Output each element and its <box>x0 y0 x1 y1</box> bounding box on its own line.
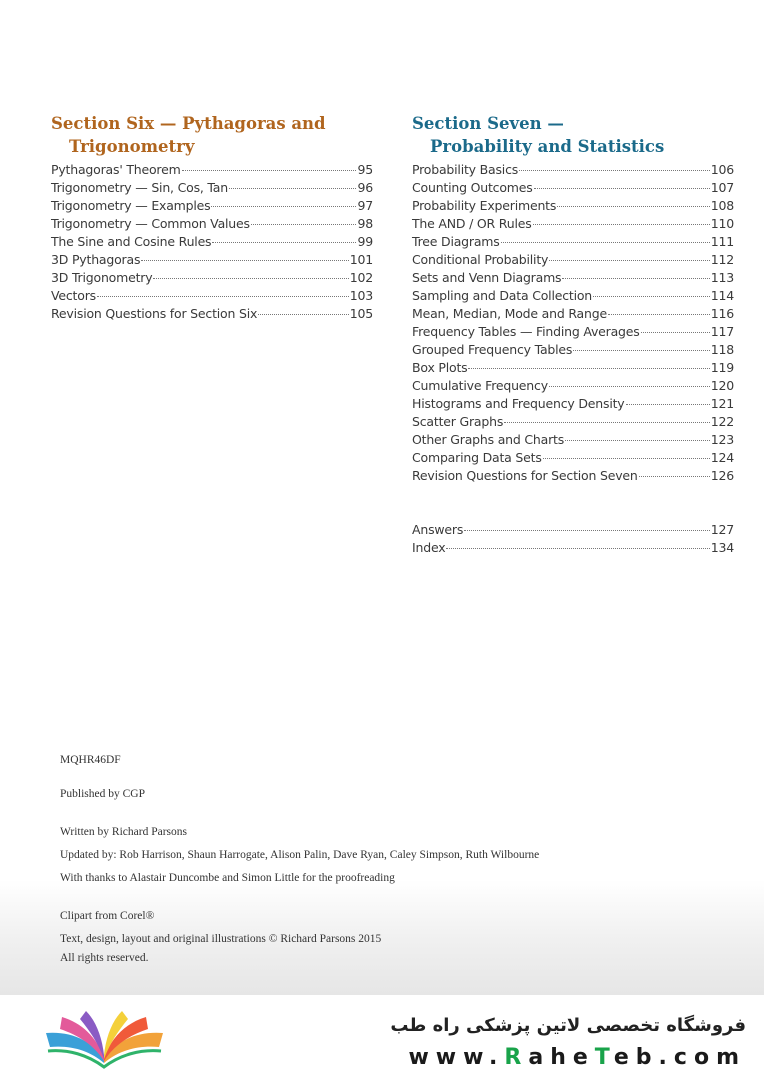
toc-entry[interactable] <box>412 450 734 468</box>
toc-entry[interactable] <box>412 234 734 252</box>
dot-leader <box>573 350 709 351</box>
toc-entry-page: 120 <box>710 378 734 393</box>
toc-entry[interactable] <box>51 234 373 252</box>
section-seven-list <box>412 162 734 486</box>
toc-entry-title: Vectors <box>51 288 96 303</box>
toc-entry-page: 134 <box>710 540 734 555</box>
dot-leader <box>251 224 357 225</box>
dot-leader <box>501 242 710 243</box>
toc-entry-title: Other Graphs and Charts <box>412 432 565 447</box>
toc-entry[interactable] <box>412 198 734 216</box>
section-six-title-line1: Section Six — Pythagoras and <box>51 114 326 133</box>
toc-entry-title: The Sine and Cosine Rules <box>51 234 212 249</box>
dot-leader <box>534 188 710 189</box>
toc-entry[interactable] <box>412 414 734 432</box>
dot-leader <box>141 260 348 261</box>
toc-entry-page: 95 <box>357 162 373 177</box>
toc-entry[interactable] <box>412 360 734 378</box>
dot-leader <box>549 386 710 387</box>
shop-name: فروشگاه تخصصی لاتین پزشکی راه طب <box>390 1015 746 1036</box>
open-book-logo-icon <box>42 1007 167 1069</box>
toc-entry-title: Grouped Frequency Tables <box>412 342 573 357</box>
shop-url[interactable] <box>408 1045 746 1070</box>
dot-leader <box>626 404 710 405</box>
toc-entry-page: 117 <box>710 324 734 339</box>
toc-entry-page: 96 <box>357 180 373 195</box>
toc-entry-page: 127 <box>710 522 734 537</box>
rights: All rights reserved. <box>60 952 149 964</box>
toc-entry[interactable] <box>412 468 734 486</box>
section-six-list <box>51 162 373 324</box>
toc-entry[interactable] <box>412 162 734 180</box>
toc-entry-page: 105 <box>349 306 373 321</box>
dot-leader <box>593 296 710 297</box>
toc-entry[interactable] <box>51 180 373 198</box>
toc-entry[interactable] <box>412 378 734 396</box>
dot-leader <box>464 530 710 531</box>
toc-entry-title: Cumulative Frequency <box>412 378 548 393</box>
toc-entry-title: Trigonometry — Sin, Cos, Tan <box>51 180 228 195</box>
section-seven <box>412 112 734 558</box>
dot-leader <box>504 422 710 423</box>
toc-entry[interactable] <box>412 342 734 360</box>
toc-entry-page: 119 <box>710 360 734 375</box>
toc-entry-title: Trigonometry — Common Values <box>51 216 250 231</box>
dot-leader <box>543 458 710 459</box>
toc-entry-title: Scatter Graphs <box>412 414 504 429</box>
toc-entry-title: The AND / OR Rules <box>412 216 532 231</box>
toc-entry[interactable] <box>51 252 373 270</box>
toc-entry-page: 123 <box>710 432 734 447</box>
toc-entry[interactable] <box>412 432 734 450</box>
toc-entry-page: 113 <box>710 270 734 285</box>
toc-entry[interactable] <box>412 216 734 234</box>
toc-entry-page: 114 <box>710 288 734 303</box>
toc-entry-title: Histograms and Frequency Density <box>412 396 625 411</box>
toc-entry-title: Probability Basics <box>412 162 519 177</box>
author: Written by Richard Parsons <box>60 826 187 838</box>
toc-entry[interactable] <box>412 324 734 342</box>
toc-entry-title: Tree Diagrams <box>412 234 500 249</box>
toc-entry-title: Counting Outcomes <box>412 180 533 195</box>
dot-leader <box>562 278 709 279</box>
dot-leader <box>549 260 710 261</box>
toc-entry[interactable] <box>412 270 734 288</box>
toc-entry[interactable] <box>412 522 734 540</box>
toc-entry-page: 98 <box>357 216 373 231</box>
url-mid-2: eb.com <box>613 1045 746 1070</box>
toc-entry[interactable] <box>51 198 373 216</box>
url-accent-t: T <box>594 1045 614 1070</box>
dot-leader <box>639 476 710 477</box>
toc-entry-title: Answers <box>412 522 464 537</box>
toc-entry-title: 3D Pythagoras <box>51 252 141 267</box>
toc-entry-page: 97 <box>357 198 373 213</box>
dot-leader <box>97 296 349 297</box>
dot-leader <box>153 278 348 279</box>
copyright: Text, design, layout and original illustrations © Richard Parsons 2015 <box>60 933 382 945</box>
toc-entry[interactable] <box>51 270 373 288</box>
toc-entry-page: 106 <box>710 162 734 177</box>
toc-entry-page: 107 <box>710 180 734 195</box>
thanks: With thanks to Alastair Duncombe and Simon Little for the proofreading <box>60 872 395 884</box>
updated-by: Updated by: Rob Harrison, Shaun Harrogate, Alison Palin, Dave Ryan, Caley Simpson, Ruth Wilbourne <box>60 849 540 861</box>
dot-leader <box>182 170 357 171</box>
toc-entry-page: 110 <box>710 216 734 231</box>
toc-entry-page: 118 <box>710 342 734 357</box>
toc-entry[interactable] <box>51 162 373 180</box>
toc-entry[interactable] <box>412 252 734 270</box>
toc-entry-page: 99 <box>357 234 373 249</box>
clipart-credit: Clipart from Corel® <box>60 910 155 922</box>
dot-leader <box>533 224 710 225</box>
dot-leader <box>641 332 710 333</box>
toc-entry-page: 116 <box>710 306 734 321</box>
toc-entry[interactable] <box>412 540 734 558</box>
toc-entry[interactable] <box>51 216 373 234</box>
dot-leader <box>468 368 709 369</box>
dot-leader <box>211 206 356 207</box>
toc-entry-page: 122 <box>710 414 734 429</box>
toc-entry-title: Sampling and Data Collection <box>412 288 593 303</box>
publisher: Published by CGP <box>60 788 145 800</box>
dot-leader <box>557 206 710 207</box>
toc-entry-title: Revision Questions for Section Six <box>51 306 258 321</box>
dot-leader <box>258 314 349 315</box>
dot-leader <box>229 188 357 189</box>
section-six-title <box>51 112 373 158</box>
watermark-banner <box>0 995 764 1080</box>
toc-entry-page: 102 <box>349 270 373 285</box>
toc-entry-page: 108 <box>710 198 734 213</box>
toc-entry-page: 121 <box>710 396 734 411</box>
toc-entry-title: Sets and Venn Diagrams <box>412 270 562 285</box>
toc-entry-title: Index <box>412 540 446 555</box>
toc-entry-title: Box Plots <box>412 360 468 375</box>
section-seven-title-line1: Section Seven — <box>412 114 564 133</box>
section-seven-title <box>412 112 734 158</box>
dot-leader <box>608 314 710 315</box>
toc-entry-title: Mean, Median, Mode and Range <box>412 306 607 321</box>
toc-entry-page: 101 <box>349 252 373 267</box>
toc-entry-title: Probability Experiments <box>412 198 557 213</box>
toc-entry[interactable] <box>412 288 734 306</box>
section-six-title-line2: Trigonometry <box>69 137 195 156</box>
toc-entry-title: 3D Trigonometry <box>51 270 153 285</box>
toc-entry[interactable] <box>412 180 734 198</box>
toc-entry-title: Conditional Probability <box>412 252 549 267</box>
toc-entry[interactable] <box>51 306 373 324</box>
url-mid-1: ahe <box>528 1045 595 1070</box>
url-prefix: www. <box>408 1045 505 1070</box>
dot-leader <box>519 170 710 171</box>
dot-leader <box>212 242 356 243</box>
product-code: MQHR46DF <box>60 754 121 766</box>
toc-entry-page: 111 <box>710 234 734 249</box>
toc-entry-title: Comparing Data Sets <box>412 450 542 465</box>
toc-entry-title: Pythagoras' Theorem <box>51 162 181 177</box>
toc-entry-title: Frequency Tables — Finding Averages <box>412 324 640 339</box>
toc-entry-page: 112 <box>710 252 734 267</box>
url-accent-r: R <box>504 1045 529 1070</box>
toc-entry-page: 103 <box>349 288 373 303</box>
toc-entry-page: 126 <box>710 468 734 483</box>
dot-leader <box>446 548 709 549</box>
dot-leader <box>565 440 710 441</box>
section-six <box>51 112 373 324</box>
toc-entry-title: Trigonometry — Examples <box>51 198 211 213</box>
back-matter-list <box>412 522 734 558</box>
toc-entry[interactable] <box>412 306 734 324</box>
toc-entry-title: Revision Questions for Section Seven <box>412 468 638 483</box>
section-seven-title-line2: Probability and Statistics <box>430 137 665 156</box>
toc-entry-page: 124 <box>710 450 734 465</box>
toc-entry[interactable] <box>51 288 373 306</box>
toc-entry[interactable] <box>412 396 734 414</box>
imprint <box>60 752 660 965</box>
